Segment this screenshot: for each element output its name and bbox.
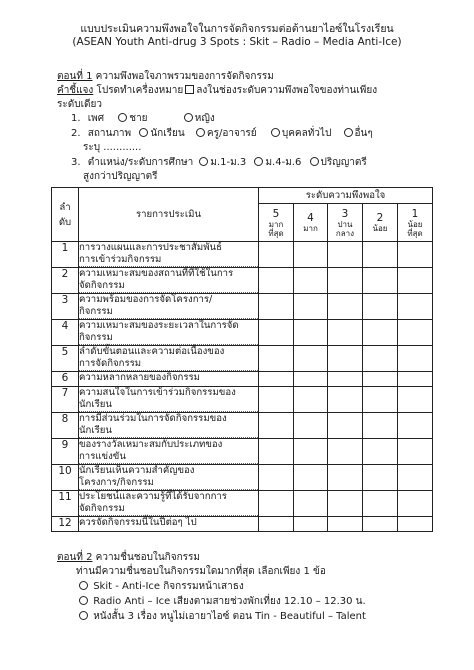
- rating-cell-level-3[interactable]: [328, 517, 363, 532]
- level-5-header: [259, 204, 294, 242]
- table-row: [52, 413, 433, 439]
- rating-cell-level-5[interactable]: [259, 320, 294, 346]
- radio-other[interactable]: [344, 128, 353, 137]
- q1-label: เพศ: [87, 113, 105, 124]
- header-items: รายการประเมิน: [79, 188, 259, 242]
- rating-cell-level-2[interactable]: [363, 268, 398, 294]
- rating-cell-level-3[interactable]: [328, 465, 363, 491]
- row-item: [79, 439, 259, 465]
- row-item: [79, 320, 259, 346]
- header-order-line1: ลำ: [59, 201, 71, 213]
- row-number: 8: [52, 413, 79, 439]
- option-male: ชาย: [129, 113, 148, 124]
- rating-cell-level-2[interactable]: [363, 413, 398, 439]
- option-m1-m3: ม.1-ม.3: [210, 157, 247, 168]
- question-education: [71, 155, 367, 170]
- rating-cell-level-5[interactable]: [259, 491, 294, 517]
- q3-label: ตำแหน่ง/ระดับการศึกษา: [87, 157, 194, 168]
- level-2-text-1: น้อย: [372, 224, 388, 233]
- row-item-line: นักเรียน: [79, 399, 258, 412]
- level-3-text-2: กลาง: [335, 228, 355, 238]
- rating-cell-level-3[interactable]: [328, 268, 363, 294]
- rating-cell-level-4[interactable]: [294, 268, 328, 294]
- row-item-line: การเข้าร่วมกิจกรรม: [79, 254, 258, 267]
- level-4-text-1: มาก: [303, 224, 318, 233]
- rating-cell-level-2[interactable]: [363, 465, 398, 491]
- row-item-line: จัดกิจกรรม: [79, 280, 258, 293]
- part2-title: ความชื่นชอบในกิจกรรม: [95, 552, 200, 563]
- table-row: [52, 294, 433, 320]
- rating-cell-level-1[interactable]: [398, 268, 433, 294]
- part2-label: ตอนที่ 2: [57, 552, 93, 563]
- table-row: [52, 387, 433, 413]
- rating-cell-level-4[interactable]: [294, 242, 328, 268]
- table-body: [52, 242, 433, 532]
- favorite-option-radio: [76, 594, 366, 609]
- row-item: [79, 413, 259, 439]
- table-row: [52, 491, 433, 517]
- row-item: [79, 372, 259, 387]
- row-number: 10: [52, 465, 79, 491]
- radio-short-film[interactable]: [79, 611, 88, 620]
- instruction-text-b: ลงในช่องระดับความพึงพอใจของท่านเพียง: [196, 85, 378, 96]
- question-status: [71, 126, 373, 141]
- rating-cell-level-2[interactable]: [363, 517, 398, 532]
- rating-cell-level-3[interactable]: [328, 491, 363, 517]
- row-item-line: ควรจัดกิจกรรมนี้ในปีต่อๆ ไป: [79, 517, 197, 528]
- table-row: [52, 268, 433, 294]
- q2-num: 2.: [71, 128, 81, 139]
- table-row: [52, 372, 433, 387]
- rating-cell-level-2[interactable]: [363, 372, 398, 387]
- rating-cell-level-1[interactable]: [398, 294, 433, 320]
- level-4-num: 4: [307, 212, 314, 224]
- row-item-line: ความพร้อมของการจัดโครงการ/: [79, 294, 213, 305]
- row-number: 1: [52, 242, 79, 268]
- row-item: [79, 346, 259, 372]
- rating-cell-level-2[interactable]: [363, 242, 398, 268]
- level-5-text-2: ที่สุด: [268, 228, 284, 238]
- table-row: [52, 439, 433, 465]
- row-number: 7: [52, 387, 79, 413]
- row-item-line: การแข่งขัน: [79, 451, 258, 464]
- option-radio-anti-ice: Radio Anti – Ice เสียงตามสายช่วงพักเที่ยง 12.10 – 12.30 น.: [93, 596, 366, 607]
- rating-cell-level-2[interactable]: [363, 439, 398, 465]
- instruction-line-2: ระดับเดียว: [57, 99, 102, 110]
- row-item-line: ความสนใจในการเข้าร่วมกิจกรรมของ: [79, 387, 236, 398]
- radio-student[interactable]: [139, 128, 148, 137]
- level-3-text-1: ปาน: [337, 219, 353, 229]
- education-line-2: [83, 169, 158, 184]
- row-item-line: ของรางวัลเหมาะสมกับประเภทของ: [79, 439, 223, 450]
- row-item: [79, 517, 259, 532]
- option-other: อื่นๆ: [354, 128, 373, 139]
- level-5-num: 5: [272, 207, 280, 220]
- level-2-num: 2: [376, 212, 384, 224]
- instruction-line: [57, 83, 377, 98]
- level-2-header: [363, 204, 398, 242]
- rating-cell-level-3[interactable]: [328, 387, 363, 413]
- rating-cell-level-4[interactable]: [294, 517, 328, 532]
- rating-cell-level-1[interactable]: [398, 320, 433, 346]
- row-item-line: โครงการ/กิจกรรม: [79, 477, 258, 490]
- level-1-header: [398, 204, 433, 242]
- radio-m4-m6[interactable]: [254, 157, 263, 166]
- row-number: 5: [52, 346, 79, 372]
- rating-cell-level-5[interactable]: [259, 517, 294, 532]
- row-item: [79, 465, 259, 491]
- header-order: [52, 188, 79, 242]
- rating-cell-level-1[interactable]: [398, 491, 433, 517]
- row-item-line: นักเรียน: [79, 425, 258, 438]
- rating-cell-level-3[interactable]: [328, 294, 363, 320]
- part2-heading: [57, 550, 200, 565]
- option-above-bachelor: สูงกว่าปริญญาตรี: [83, 171, 158, 182]
- rating-cell-level-5[interactable]: [259, 413, 294, 439]
- rating-cell-level-1[interactable]: [398, 242, 433, 268]
- table-row: [52, 465, 433, 491]
- level-1-text-1: น้อย: [407, 219, 423, 229]
- row-item-line: ลำดับขั้นตอนและความต่อเนื่องของ: [79, 346, 225, 357]
- row-number: 11: [52, 491, 79, 517]
- level-4-header: [294, 204, 328, 242]
- rating-cell-level-2[interactable]: [363, 387, 398, 413]
- level-3-header: [328, 204, 363, 242]
- radio-skit[interactable]: [79, 581, 88, 590]
- rating-cell-level-5[interactable]: [259, 372, 294, 387]
- rating-cell-level-5[interactable]: [259, 387, 294, 413]
- evaluation-table: [51, 187, 433, 532]
- rating-cell-level-1[interactable]: [398, 439, 433, 465]
- rating-cell-level-4[interactable]: [294, 320, 328, 346]
- rating-cell-level-4[interactable]: [294, 465, 328, 491]
- row-item: [79, 491, 259, 517]
- q2-label: สถานภาพ: [87, 128, 132, 139]
- rating-cell-level-1[interactable]: [398, 372, 433, 387]
- rating-cell-level-1[interactable]: [398, 465, 433, 491]
- part1-label: ตอนที่ 1: [57, 71, 93, 82]
- part1-heading: [57, 69, 274, 84]
- rating-cell-level-5[interactable]: [259, 242, 294, 268]
- rating-cell-level-1[interactable]: [398, 346, 433, 372]
- level-1-text-2: ที่สุด: [407, 228, 423, 238]
- rating-cell-level-4[interactable]: [294, 346, 328, 372]
- rating-cell-level-1[interactable]: [398, 413, 433, 439]
- rating-cell-level-3[interactable]: [328, 346, 363, 372]
- rating-cell-level-5[interactable]: [259, 268, 294, 294]
- rating-cell-level-4[interactable]: [294, 372, 328, 387]
- rating-cell-level-5[interactable]: [259, 439, 294, 465]
- rating-cell-level-2[interactable]: [363, 491, 398, 517]
- row-number: 4: [52, 320, 79, 346]
- rating-cell-level-4[interactable]: [294, 294, 328, 320]
- row-item-line: การวางแผนและการประชาสัมพันธ์: [79, 242, 222, 253]
- rating-cell-level-4[interactable]: [294, 387, 328, 413]
- table-header-row: [52, 188, 433, 204]
- option-general-public: บุคคลทั่วไป: [281, 128, 332, 139]
- row-item-line: ความหลากหลายของกิจกรรม: [79, 372, 200, 383]
- status-other-specify: ระบุ ............: [83, 142, 142, 153]
- row-number: 12: [52, 517, 79, 532]
- row-item: [79, 268, 259, 294]
- favorite-option-skit: [76, 579, 244, 594]
- option-female: หญิง: [194, 113, 215, 124]
- part1-title: ความพึงพอใจภาพรวมของการจัดกิจกรรม: [95, 71, 274, 82]
- row-item-line: ประโยชน์และความรู้ที่ได้รับจากการ: [79, 491, 227, 502]
- option-m4-m6: ม.4-ม.6: [265, 157, 302, 168]
- table-row: [52, 242, 433, 268]
- q1-num: 1.: [71, 113, 81, 124]
- rating-cell-level-3[interactable]: [328, 413, 363, 439]
- rating-cell-level-5[interactable]: [259, 294, 294, 320]
- row-item-line: การจัดกิจกรรม: [79, 358, 258, 371]
- row-item-line: กิจกรรม: [79, 332, 258, 345]
- radio-bachelor[interactable]: [310, 157, 319, 166]
- table-row: [52, 346, 433, 372]
- rating-cell-level-4[interactable]: [294, 439, 328, 465]
- row-number: 3: [52, 294, 79, 320]
- radio-female[interactable]: [184, 113, 193, 122]
- row-item: [79, 387, 259, 413]
- checkbox-symbol-icon: [185, 85, 194, 94]
- row-item: [79, 294, 259, 320]
- radio-radio-anti-ice[interactable]: [79, 596, 88, 605]
- rating-cell-level-5[interactable]: [259, 465, 294, 491]
- radio-teacher[interactable]: [196, 128, 205, 137]
- table-row: [52, 517, 433, 532]
- rating-cell-level-3[interactable]: [328, 242, 363, 268]
- form-title-thai: แบบประเมินความพึงพอใจในการจัดกิจกรรมต่อต้านยาไอซ์ในโรงเรียน: [80, 23, 394, 35]
- row-number: 2: [52, 268, 79, 294]
- part2-instruction: ท่านมีความชื่นชอบในกิจกรรมใดมากที่สุด เลือกเพียง 1 ข้อ: [76, 566, 326, 577]
- radio-general-public[interactable]: [271, 128, 280, 137]
- question-gender: [71, 111, 215, 126]
- rating-cell-level-1[interactable]: [398, 517, 433, 532]
- row-item-line: ความเหมาะสมของระยะเวลาในการจัด: [79, 320, 239, 331]
- option-bachelor: ปริญญาตรี: [320, 157, 367, 168]
- form-title-english: (ASEAN Youth Anti-drug 3 Spots : Skit – Radio – Media Anti-Ice): [72, 36, 402, 48]
- rating-cell-level-2[interactable]: [363, 320, 398, 346]
- row-item-line: จัดกิจกรรม: [79, 503, 258, 516]
- level-3-num: 3: [341, 207, 349, 220]
- option-student: นักเรียน: [150, 128, 185, 139]
- radio-m1-m3[interactable]: [199, 157, 208, 166]
- rating-cell-level-1[interactable]: [398, 387, 433, 413]
- row-item-line: การมีส่วนร่วมในการจัดกิจกรรมของ: [79, 413, 227, 424]
- row-item-line: กิจกรรม: [79, 306, 258, 319]
- rating-cell-level-4[interactable]: [294, 491, 328, 517]
- rating-cell-level-5[interactable]: [259, 346, 294, 372]
- row-item: [79, 242, 259, 268]
- row-number: 6: [52, 372, 79, 387]
- favorite-option-short-film: [76, 609, 366, 624]
- header-satisfaction-level: ระดับความพึงพอใจ: [259, 188, 433, 204]
- radio-male[interactable]: [118, 113, 127, 122]
- rating-cell-level-3[interactable]: [328, 320, 363, 346]
- rating-cell-level-2[interactable]: [363, 294, 398, 320]
- rating-cell-level-4[interactable]: [294, 413, 328, 439]
- row-item-line: นักเรียนเห็นความสำคัญของ: [79, 465, 195, 476]
- level-1-num: 1: [411, 207, 419, 220]
- option-short-film: หนังสั้น 3 เรื่อง หนูไม่เอายาไอซ์ ตอน Tin - Beautiful – Talent: [93, 611, 366, 622]
- rating-cell-level-3[interactable]: [328, 372, 363, 387]
- option-teacher: ครู/อาจารย์: [206, 128, 257, 139]
- rating-cell-level-3[interactable]: [328, 439, 363, 465]
- header-order-line2: ดับ: [58, 216, 72, 228]
- row-item-line: ความเหมาะสมของสถานที่ที่ใช้ในการ: [79, 268, 234, 279]
- table-row: [52, 320, 433, 346]
- rating-cell-level-2[interactable]: [363, 346, 398, 372]
- level-5-text-1: มาก: [268, 219, 284, 229]
- option-skit: Skit - Anti-Ice กิจกรรมหน้าเสาธง: [93, 581, 244, 592]
- instruction-text-a: โปรดทำเครื่องหมาย: [96, 85, 184, 96]
- q3-num: 3.: [71, 157, 81, 168]
- instruction-label: คำชี้แจง: [57, 85, 94, 96]
- row-number: 9: [52, 439, 79, 465]
